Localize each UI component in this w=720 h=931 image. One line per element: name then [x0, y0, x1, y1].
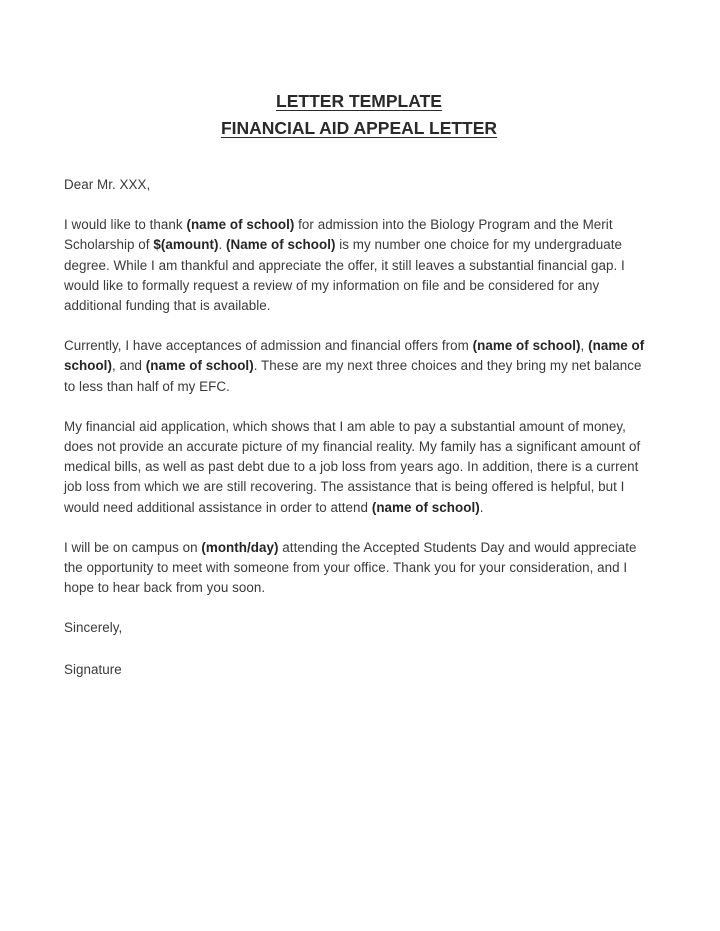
letter-greeting: Dear Mr. XXX,	[64, 177, 151, 192]
letter-signature: Signature	[64, 661, 122, 677]
paragraph-acceptances: Currently, I have acceptances of admission and financial offers from (name of school), (name of school), and (name of school). These are my next three choices and they bring my net balance to less than half of my EFC.	[64, 338, 645, 394]
placeholder-field: (name of school)	[186, 217, 295, 233]
title-block	[64, 88, 654, 142]
paragraph-financial-reality: My financial aid application, which shows that I am able to pay a substantial amount of money, does not provide an accurate picture of my financial reality. My family has a significant amount of medical bills, as well as past debt due to a job loss from years ago. In addition, there is a current job loss from which we are still recovering. The assistance that is being offered is helpful, but I would need additional assistance in order to attend (name of school).	[64, 418, 641, 515]
placeholder-field: (name of school)	[64, 338, 645, 374]
placeholder-field: (name of school)	[472, 338, 581, 354]
letter-body	[64, 175, 654, 680]
placeholder-field: (Name of school)	[226, 237, 336, 253]
paragraph-thanks: I would like to thank (name of school) for admission into the Biology Program and the Merit Scholarship of $(amount). (Name of school) is my number one choice for my undergraduate degree. While I am thankful and appreciate the offer, it still leaves a substantial financial gap. I would like to formally request a review of my information on file and be considered for any additional funding that is available.	[64, 217, 625, 314]
letter-title: FINANCIAL AID APPEAL LETTER	[220, 118, 498, 138]
letter-closing: Sincerely,	[64, 620, 123, 636]
template-title: LETTER TEMPLATE	[276, 91, 442, 111]
placeholder-field: $(amount)	[153, 237, 219, 253]
placeholder-field: (name of school)	[371, 499, 480, 515]
placeholder-field: (month/day)	[201, 539, 279, 555]
paragraph-campus-visit: I will be on campus on (month/day) attending the Accepted Students Day and would appreciate the opportunity to meet with someone from your office. Thank you for your consideration, and I hope to hear back from you soon.	[64, 539, 637, 596]
placeholder-field: (name of school)	[145, 358, 254, 374]
